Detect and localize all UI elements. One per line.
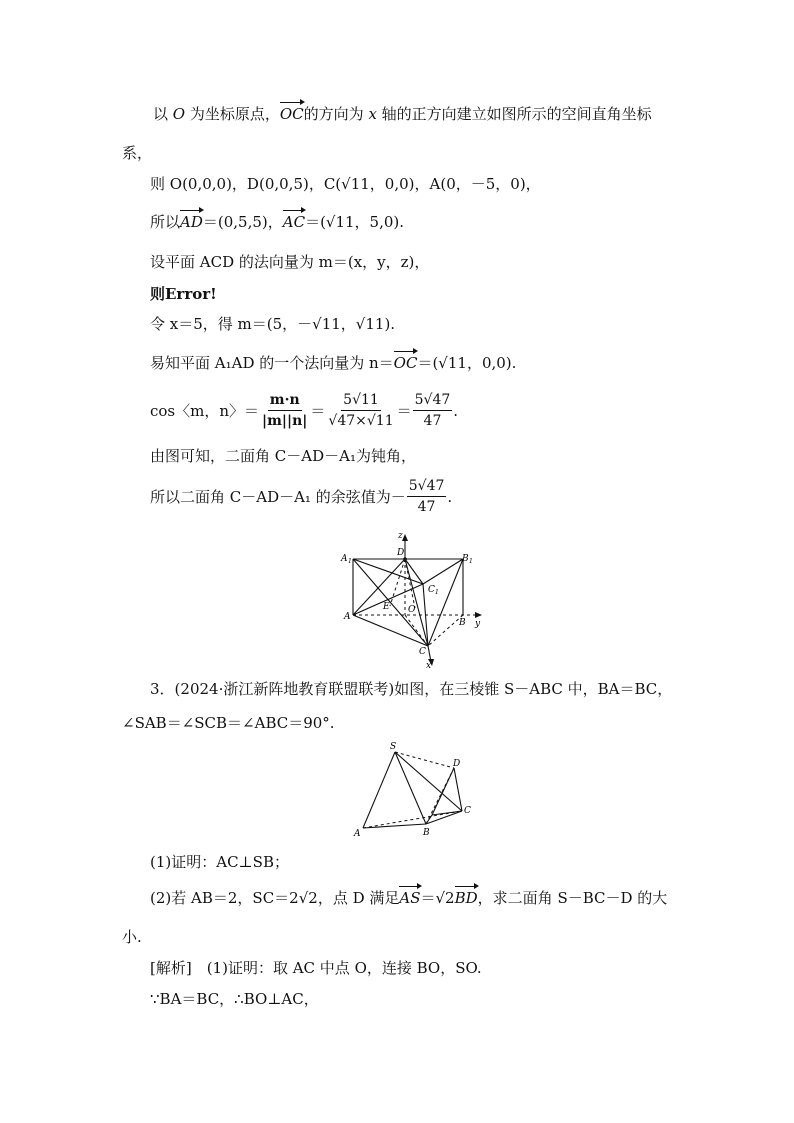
- numerator: 5√47: [413, 390, 453, 411]
- label-D: D: [453, 759, 461, 769]
- fraction: [260, 390, 309, 431]
- text: 所以二面角 C－AD－A₁ 的余弦值为－: [150, 487, 406, 506]
- line-7: 令 x＝5，得 m＝(5，－√11，√11).: [150, 315, 396, 333]
- fraction: [407, 476, 447, 517]
- text: ，求二面角 S－BC－D 的大: [477, 889, 668, 907]
- label-C: C: [419, 647, 426, 657]
- line-4: [150, 211, 404, 233]
- text: cos〈m，n〉＝: [150, 401, 260, 420]
- text: 易知平面 A₁AD 的一个法向量为 n＝: [150, 354, 394, 372]
- label-E: E: [383, 602, 390, 612]
- denominator: 47: [417, 499, 436, 515]
- line-3: 则 O(0,0,0)，D(0,0,5)，C(√11，0,0)，A(0，－5，0)，: [150, 175, 541, 193]
- text: 所以: [150, 213, 181, 231]
- z-axis-arrow-icon: [402, 534, 408, 541]
- label-D: D: [397, 548, 405, 558]
- label-S: S: [390, 742, 397, 752]
- y-axis-arrow-icon: [475, 612, 482, 618]
- line-1: [153, 103, 652, 125]
- numerator: 5√47: [407, 476, 447, 497]
- vector-oc: OC: [393, 354, 418, 372]
- text: ＝(√11，0,0).: [417, 354, 517, 372]
- text: 以: [153, 105, 173, 123]
- problem-3-line-1: 3．(2024·浙江新阵地教育联盟联考)如图，在三棱锥 S－ABC 中，BA＝BC，: [150, 680, 673, 698]
- figure-prism-coordinate: [335, 528, 495, 670]
- line-6: 则Error!: [150, 285, 217, 303]
- text: O: [172, 105, 186, 123]
- solution-line-2: ∵BA＝BC，∴BO⊥AC，: [150, 990, 319, 1008]
- label-B1: B: [462, 554, 469, 564]
- vector-as: AS: [399, 889, 421, 907]
- text: ＝(√11，5,0).: [305, 213, 405, 231]
- label-A: A: [344, 612, 351, 622]
- vector-ad: AD: [180, 213, 203, 231]
- vector-ac: AC: [282, 213, 306, 231]
- label-B: B: [423, 828, 430, 838]
- fraction: [326, 390, 395, 431]
- line-8: [150, 352, 516, 374]
- label-y: y: [475, 619, 481, 629]
- label-A1: A: [341, 554, 348, 564]
- line-10: 由图可知，二面角 C－AD－A₁为钝角，: [150, 447, 416, 465]
- line-5: 设平面 ACD 的法向量为 m＝(x，y，z)，: [150, 253, 430, 271]
- label-A: A: [354, 829, 361, 839]
- fraction: [413, 390, 453, 431]
- text: 的方向为: [303, 105, 369, 123]
- text: ＝√2: [420, 889, 455, 907]
- vector-bd: BD: [454, 889, 478, 907]
- line-11: 所以二面角 C－AD－A₁ 的余弦值为－ $\frac{5√47}{47}$ .: [150, 478, 453, 515]
- label-O: O: [408, 605, 416, 615]
- numerator: 5√11: [341, 390, 381, 411]
- solution-line-1: [解析] (1)证明：取 AC 中点 O，连接 BO，SO.: [150, 959, 482, 977]
- problem-3-line-2: ∠SAB＝∠SCB＝∠ABC＝90°.: [122, 714, 335, 732]
- text: 为坐标原点，: [185, 105, 280, 123]
- label-z: z: [398, 531, 403, 541]
- vector-oc: OC: [279, 105, 304, 123]
- text: x: [368, 105, 377, 123]
- text: ＝(0,5,5)，: [202, 213, 283, 231]
- line-9-cos-formula: cos〈m，n〉＝ $\frac{m\cdot n}{|m||n|}$ ＝ $\frac{5√11}{√47\times√11}$ ＝ $\frac{5√47}{47}$ .: [150, 392, 459, 429]
- text: (2)若 AB＝2，SC＝2√2，点 D 满足: [150, 889, 400, 907]
- numerator: m·n: [268, 390, 302, 411]
- label-C1: C: [428, 585, 435, 595]
- figure-pyramid: [348, 740, 478, 840]
- label-C: C: [464, 806, 471, 816]
- question-2-line-1: [150, 887, 667, 909]
- label-x: x: [426, 661, 432, 670]
- denominator: |m||n|: [262, 413, 308, 429]
- question-2-line-2: 小.: [122, 928, 142, 946]
- denominator: √47×√11: [328, 413, 394, 429]
- question-1: (1)证明：AC⊥SB；: [150, 853, 289, 871]
- label-B: B: [459, 618, 466, 628]
- label-C1-sub: 1: [435, 589, 439, 596]
- label-A1-sub: 1: [348, 558, 352, 565]
- label-B1-sub: 1: [469, 558, 473, 565]
- denominator: 47: [423, 413, 442, 429]
- text: 轴的正方向建立如图所示的空间直角坐标: [376, 105, 652, 123]
- line-2: 系，: [122, 144, 153, 162]
